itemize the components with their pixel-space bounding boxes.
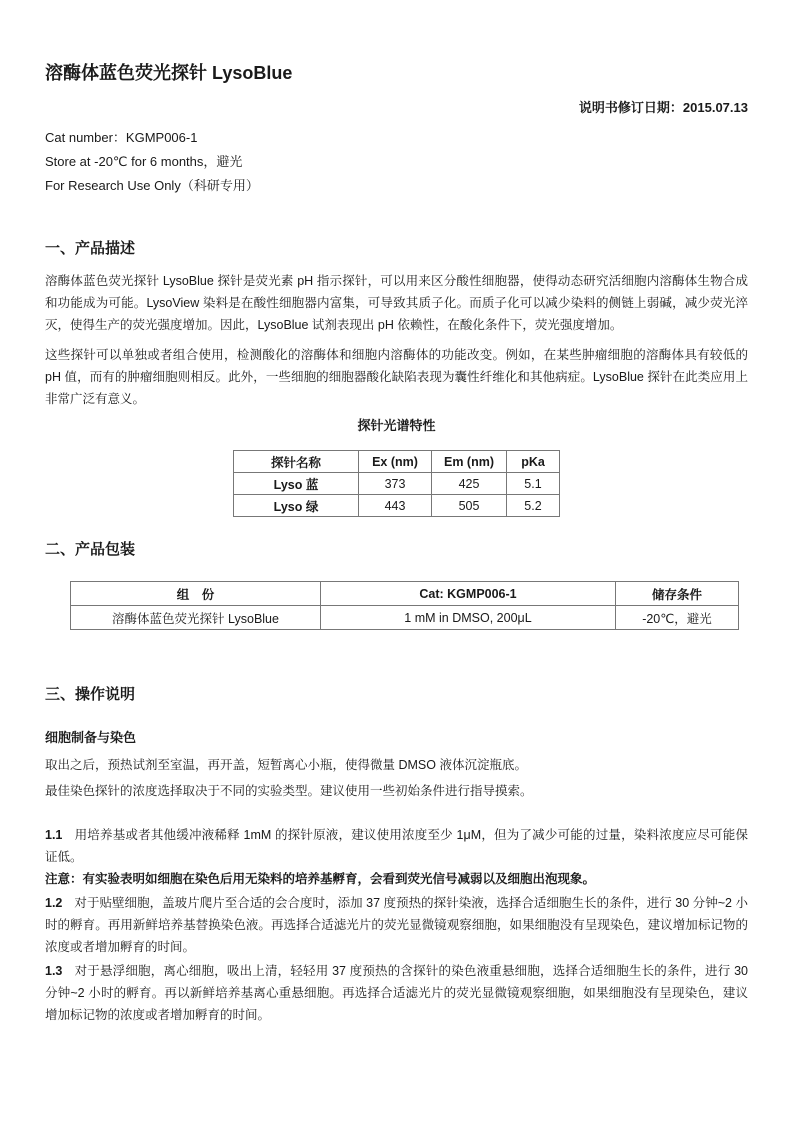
section-heading-instructions: 三、操作说明 xyxy=(45,686,136,703)
instruction-item-text: 对于悬浮细胞，离心细胞，吸出上清，轻轻用 37 度预热的含探针的染色液重悬细胞，选择合适细胞生长的条件，进行 30 分钟~2 小时的孵育。再以新鲜培养基离心重悬细胞。再选择合适滤光片的荧光显微镜观察细胞，如果细胞没有呈现染色，建议增加标记物的浓度或者增加孵育的时间。 xyxy=(45,964,748,1022)
prep-paragraph-1: 取出之后，预热试剂至室温，再开盖，短暂离心小瓶，使得微量 DMSO 液体沉淀瓶底。 xyxy=(45,758,527,772)
packaging-col-header-component: 组 份 xyxy=(71,582,321,606)
table-cell-pka: 5.2 xyxy=(507,495,560,517)
table-cell-em: 425 xyxy=(432,473,507,495)
description-paragraph-1: 溶酶体蓝色荧光探针 LysoBlue 探针是荧光素 pH 指示探针，可以用来区分酸性细胞器，使得动态研究活细胞内溶酶体生物合成和功能成为可能。LysoView 染料是在酸性细胞器内富集，可导致其质子化。而质子化可以减少染料的侧链上弱碱，减少荧光淬灭，使得生产的荧光强度增加。因此，LysoBlue 试剂表现出 pH 依赖性，在酸化条件下，荧光强度增加。 xyxy=(45,274,748,332)
prep-paragraph-2: 最佳染色探针的浓度选择取决于不同的实验类型。建议使用一些初始条件进行指导摸索。 xyxy=(45,784,533,798)
revision-date: 说明书修订日期：2015.07.13 xyxy=(578,100,748,115)
spectral-table-row-lyso-green xyxy=(234,495,560,517)
description-paragraph-2: 这些探针可以单独或者组合使用，检测酸化的溶酶体和细胞内溶酶体的功能改变。例如，在某些肿瘤细胞的溶酶体具有较低的 pH 值，而有的肿瘤细胞则相反。此外，一些细胞的细胞器酸化缺陷表现为囊性纤维化和其他病症。LysoBlue 探针在此类应用上非常广泛有意义。 xyxy=(45,348,748,406)
instruction-item-text: 对于贴壁细胞，盖玻片爬片至合适的会合度时，添加 37 度预热的探针染液，选择合适细胞生长的条件，进行 30 分钟~2 小时的孵育。再用新鲜培养基替换染色液。再选择合适滤光片的荧光显微镜观察细胞，如果细胞没有呈现染色，建议增加标记物的浓度或者增加孵育的时间。 xyxy=(45,896,748,954)
instruction-item-text: 用培养基或者其他缓冲液稀释 1mM 的探针原液，建议使用浓度至少 1μM，但为了减少可能的过量，染料浓度应尽可能保证低。 xyxy=(45,828,748,864)
packaging-table-row xyxy=(71,606,739,630)
subsection-heading-cell-prep: 细胞制备与染色 xyxy=(45,730,137,745)
instruction-item-number: 1.3 xyxy=(45,964,63,978)
note-paragraph: 注意：有实验表明如细胞在染色后用无染料的培养基孵育，会看到荧光信号减弱以及细胞出泡现象。 xyxy=(45,872,596,886)
product-info-block xyxy=(45,126,748,198)
spectral-col-header-ex: Ex (nm) xyxy=(359,451,432,473)
table-cell-pka: 5.1 xyxy=(507,473,560,495)
packaging-table xyxy=(70,581,739,630)
table-cell-ex: 443 xyxy=(359,495,432,517)
spectral-col-header-probe: 探针名称 xyxy=(234,451,359,473)
table-cell-em: 505 xyxy=(432,495,507,517)
instruction-item-1-2 xyxy=(45,892,748,958)
instruction-item-1-1 xyxy=(45,824,748,868)
spectral-col-header-em: Em (nm) xyxy=(432,451,507,473)
research-use-line: For Research Use Only（科研专用） xyxy=(45,178,259,193)
packaging-table-header-row xyxy=(71,582,739,606)
table-cell-component: 溶酶体蓝色荧光探针 LysoBlue xyxy=(71,606,321,630)
storage-line: Store at -20℃ for 6 months，避光 xyxy=(45,154,243,169)
table-cell-probe-name: Lyso 绿 xyxy=(234,495,359,517)
section-heading-description: 一、产品描述 xyxy=(45,240,136,257)
doc-title: 溶酶体蓝色荧光探针 LysoBlue xyxy=(45,63,293,83)
spectral-table xyxy=(233,450,560,517)
spectral-table-row-lyso-blue xyxy=(234,473,560,495)
section-heading-packaging: 二、产品包装 xyxy=(45,541,136,558)
instruction-item-number: 1.1 xyxy=(45,828,63,842)
spectral-table-header-row xyxy=(234,451,560,473)
table-cell-storage: -20℃，避光 xyxy=(616,606,739,630)
table-cell-size: 1 mM in DMSO, 200μL xyxy=(321,606,616,630)
cat-number-line: Cat number：KGMP006-1 xyxy=(45,130,198,145)
packaging-col-header-cat: Cat: KGMP006-1 xyxy=(321,582,616,606)
spectral-table-title: 探针光谱特性 xyxy=(357,418,436,433)
table-cell-ex: 373 xyxy=(359,473,432,495)
table-cell-probe-name: Lyso 蓝 xyxy=(234,473,359,495)
spectral-col-header-pka: pKa xyxy=(507,451,560,473)
instruction-item-1-3 xyxy=(45,960,748,1026)
instruction-item-number: 1.2 xyxy=(45,896,63,910)
packaging-col-header-storage: 储存条件 xyxy=(616,582,739,606)
